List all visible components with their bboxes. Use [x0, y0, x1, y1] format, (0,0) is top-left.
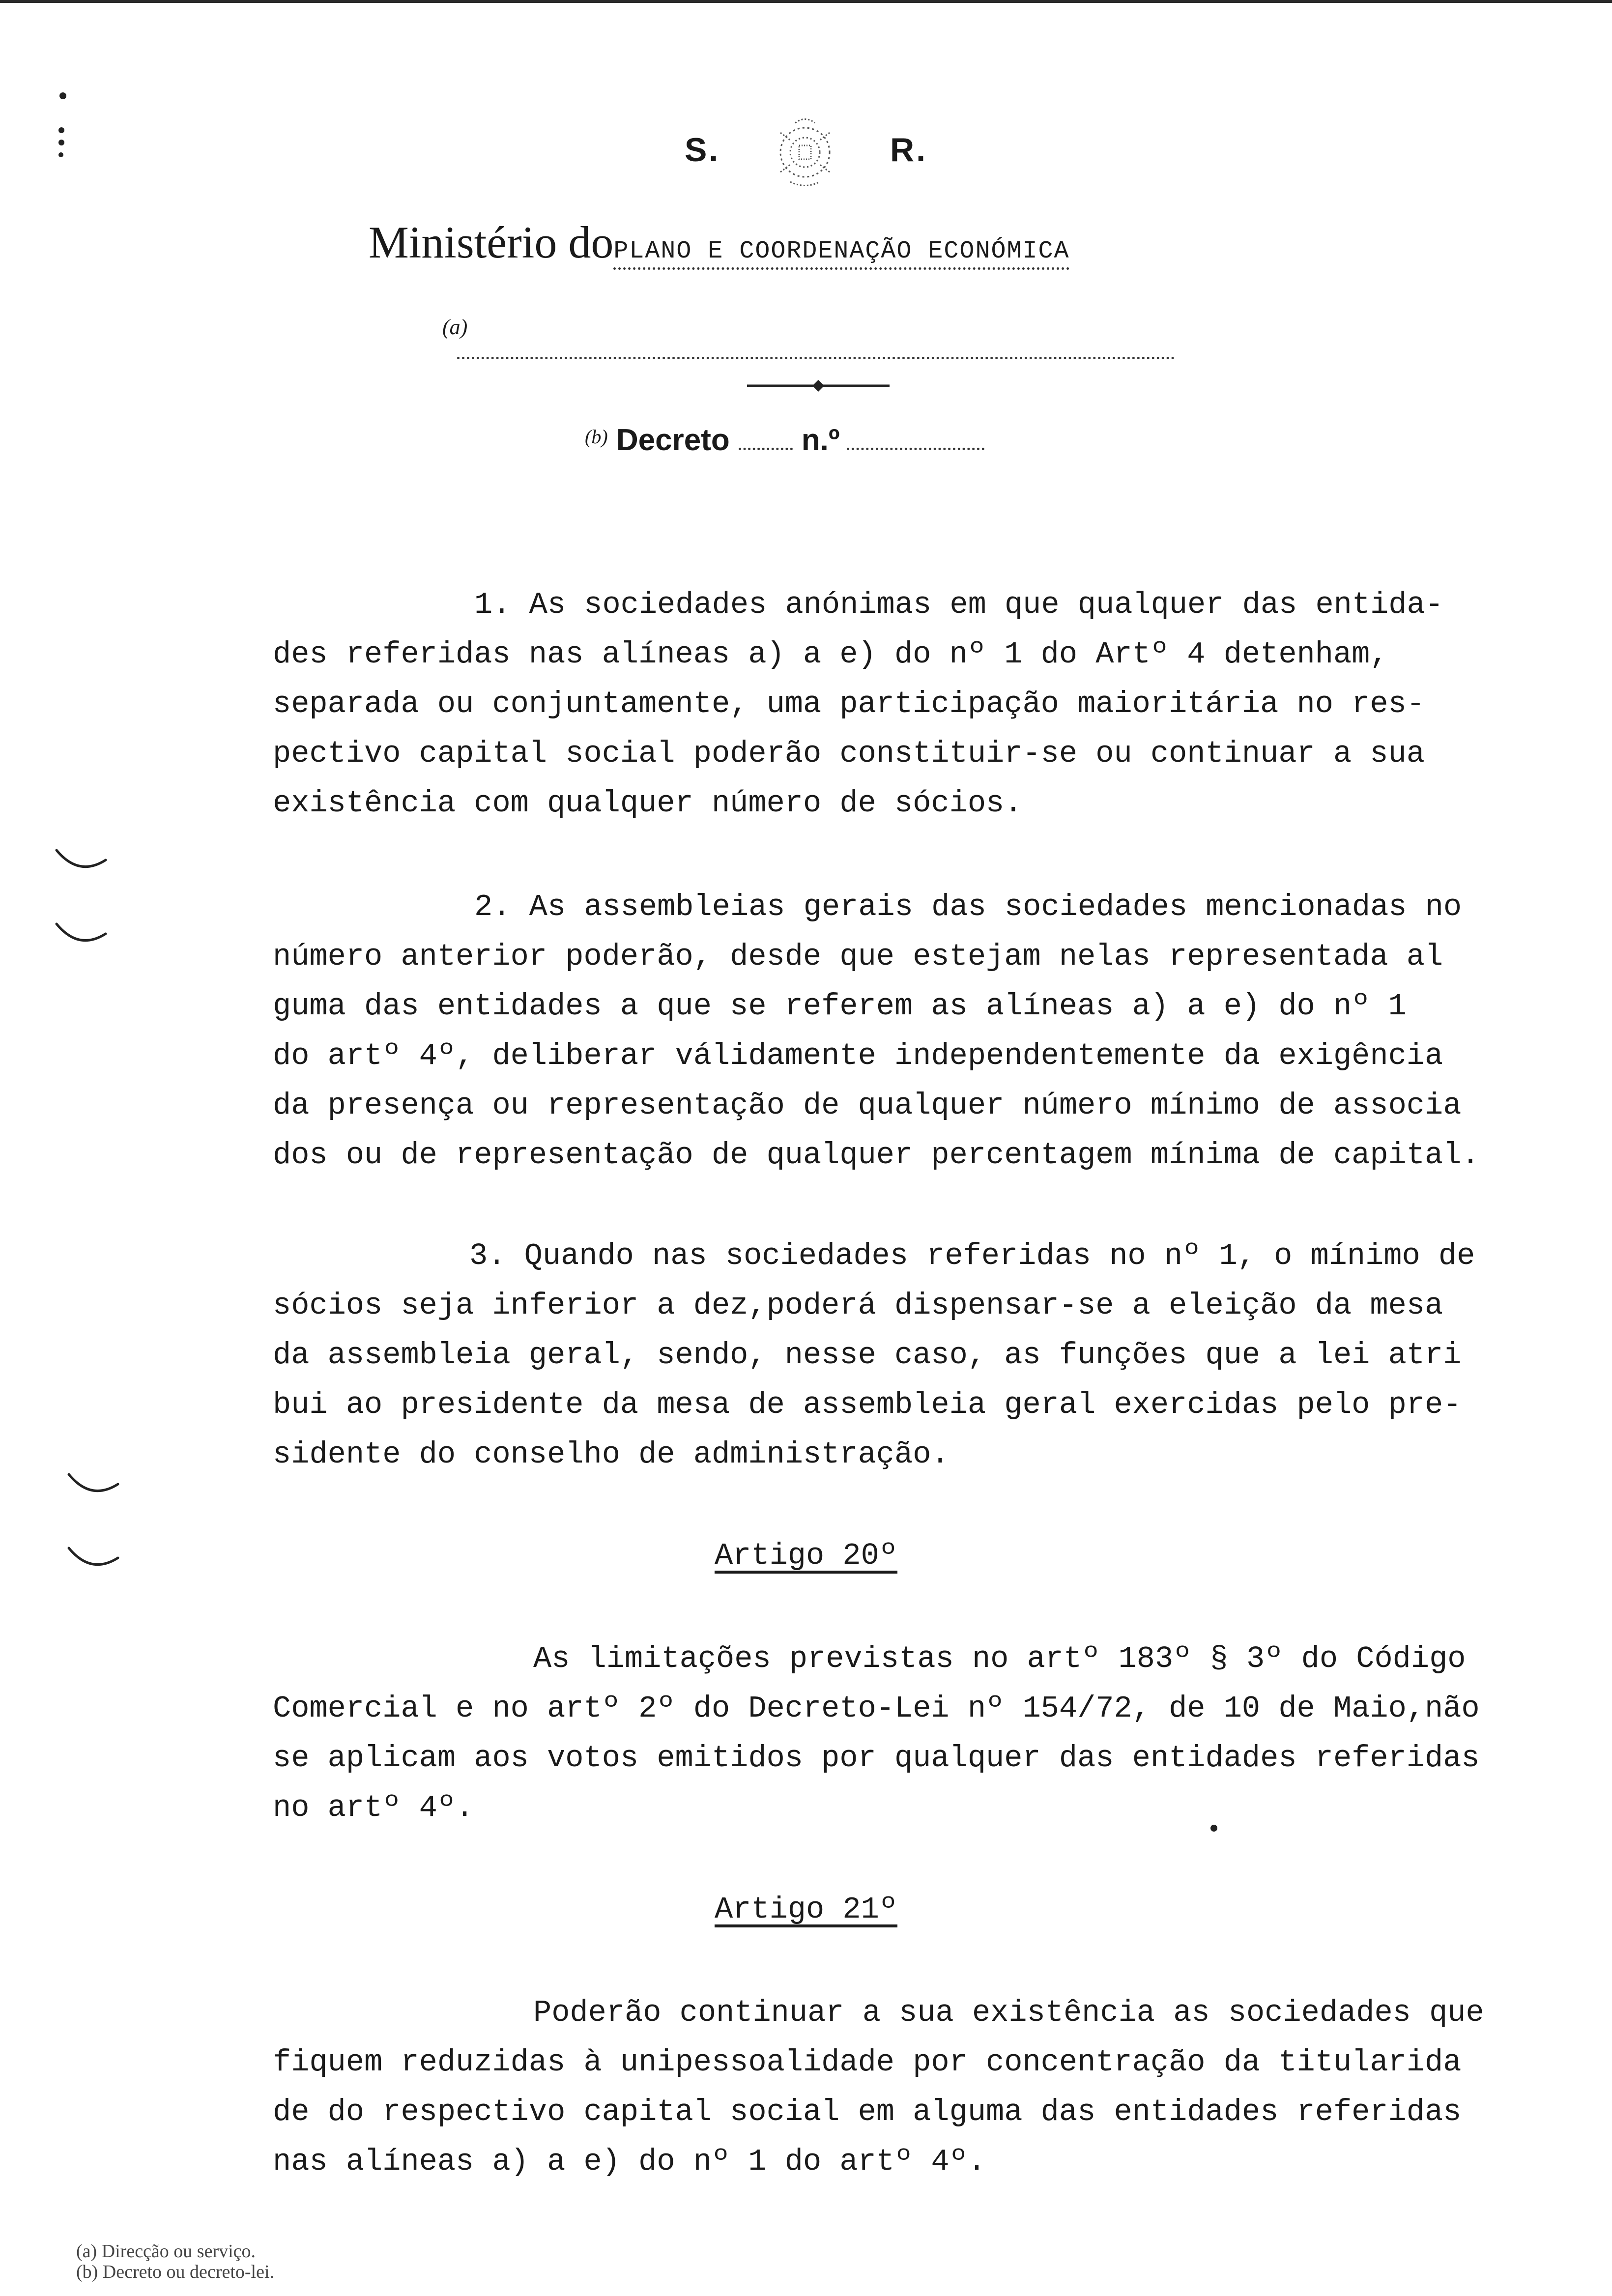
- dotted-leader: [457, 357, 1175, 359]
- text-line: bui ao presidente da mesa de assembleia geral exercidas pelo pre-: [273, 1387, 1462, 1422]
- letterhead: [0, 113, 1612, 192]
- text-line: número anterior poderão, desde que estejam nelas representada al: [273, 939, 1443, 974]
- top-rule: [0, 0, 1612, 3]
- footnote-a: (a) Direcção ou serviço.: [76, 2241, 256, 2262]
- direction-line: [442, 315, 1199, 365]
- text-line: do artº 4º, deliberar válidamente independentemente da exigência: [273, 1038, 1443, 1073]
- text-line: separada ou conjuntamente, uma participação maioritária no res-: [273, 687, 1425, 721]
- letter-s: S.: [684, 131, 720, 169]
- binding-hole-mark: [57, 924, 106, 941]
- decree-line: [585, 423, 984, 458]
- paragraph-3: [273, 1231, 1580, 1479]
- ornament-divider: [747, 378, 890, 393]
- text-line: pectivo capital social poderão constituir-se ou continuar a sua: [273, 736, 1425, 771]
- text-line: fiquem reduzidas à unipessoalidade por concentração da titularida: [273, 2045, 1462, 2080]
- text-line: Poderão continuar a sua existência as sociedades que: [533, 1995, 1484, 2030]
- ministry-connector: do: [568, 217, 614, 267]
- footnote-b: (b) Decreto ou decreto-lei.: [76, 2262, 275, 2282]
- text-line: dos ou de representação de qualquer percentagem mínima de capital.: [273, 1138, 1480, 1173]
- dotted-leader: [739, 448, 793, 450]
- text-line: 3. Quando nas sociedades referidas no nº 1, o mínimo de: [469, 1238, 1475, 1273]
- text-line: guma das entidades a que se referem as alíneas a) a e) do nº 1: [273, 989, 1407, 1024]
- text-line: Comercial e no artº 2º do Decreto-Lei nº 154/72, de 10 de Maio,não: [273, 1691, 1480, 1726]
- article-20-text: [273, 1634, 1580, 1833]
- ministry-department: PLANO E COORDENAÇÃO ECONÓMICA: [613, 237, 1069, 270]
- footnotes: [76, 2241, 274, 2282]
- dotted-leader: [847, 448, 984, 450]
- text-line: As limitações previstas no artº 183º § 3º do Código: [533, 1641, 1466, 1676]
- text-line: des referidas nas alíneas a) a e) do nº 1 do Artº 4 detenham,: [273, 637, 1388, 672]
- text-line: existência com qualquer número de sócios.: [273, 786, 1023, 821]
- binding-hole-mark: [57, 850, 106, 867]
- paragraph-2: [273, 882, 1580, 1180]
- text-line: sidente do conselho de administração.: [273, 1437, 950, 1472]
- article-21-heading: Artigo 21º: [714, 1892, 898, 1927]
- binding-hole-mark: [69, 1474, 118, 1491]
- number-label: n.º: [801, 423, 840, 457]
- text-line: sócios seja inferior a dez,poderá dispensar-se a eleição da mesa: [273, 1288, 1443, 1323]
- ministry-line: [369, 216, 1302, 268]
- ministry-prefix: Ministério: [369, 217, 557, 267]
- text-line: nas alíneas a) a e) do nº 1 do artº 4º.: [273, 2144, 986, 2179]
- footnote-marker-b: (b): [585, 426, 608, 448]
- footnote-marker-a: (a): [442, 315, 468, 339]
- decree-label: Decreto: [616, 423, 730, 457]
- margin-dot: [59, 92, 66, 99]
- text-line: da presença ou representação de qualquer número mínimo de associa: [273, 1088, 1462, 1123]
- letter-r: R.: [890, 131, 928, 169]
- text-line: da assembleia geral, sendo, nesse caso, as funções que a lei atri: [273, 1338, 1462, 1373]
- article-21-text: [273, 1988, 1580, 2186]
- article-20-heading: Artigo 20º: [714, 1538, 898, 1573]
- text-line: 1. As sociedades anónimas em que qualquer das entida-: [474, 587, 1443, 622]
- text-line: se aplicam aos votos emitidos por qualquer das entidades referidas: [273, 1741, 1480, 1776]
- text-line: 2. As assembleias gerais das sociedades mencionadas no: [474, 890, 1462, 924]
- text-line: de do respectivo capital social em alguma das entidades referidas: [273, 2095, 1462, 2129]
- paragraph-1: [273, 580, 1580, 828]
- coat-of-arms-icon: [761, 113, 849, 192]
- text-line: no artº 4º.: [273, 1790, 474, 1825]
